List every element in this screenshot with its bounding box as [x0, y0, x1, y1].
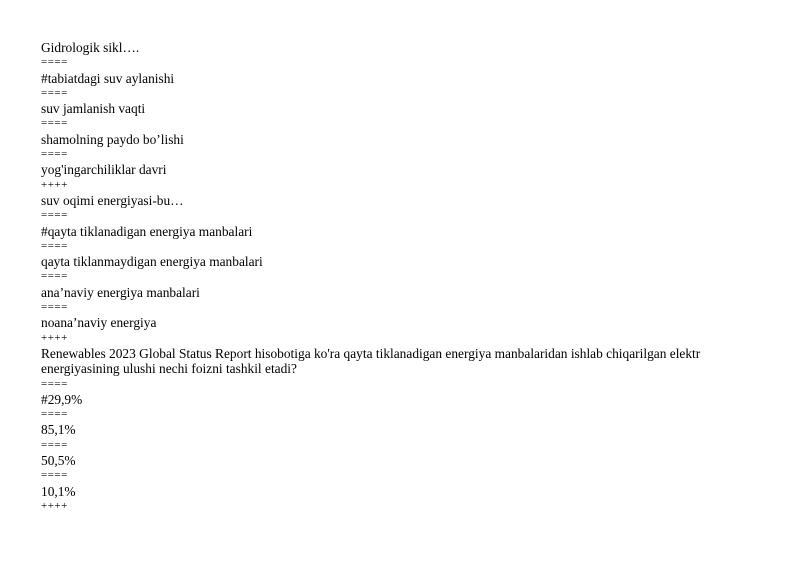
- text-line: energiyasining ulushi nechi foizni tashkil etadi?: [41, 361, 297, 377]
- text-line: #qayta tiklanadigan energiya manbalari: [41, 223, 253, 239]
- text-line: shamolning paydo bo’lishi: [41, 131, 184, 147]
- text-line: 85,1%: [41, 422, 76, 438]
- separator-line: ++++: [41, 499, 68, 512]
- text-line: #tabiatdagi suv aylanishi: [41, 70, 175, 86]
- separator-line: ====: [41, 86, 68, 99]
- text-line: suv oqimi energiyasi-bu…: [41, 192, 184, 208]
- text-line: 10,1%: [41, 483, 76, 499]
- separator-line: ====: [41, 469, 68, 482]
- separator-line: ====: [41, 56, 68, 69]
- text-line: ana’naviy energiya manbalari: [41, 284, 200, 300]
- text-line: #29,9%: [41, 391, 83, 407]
- separator-line: ====: [41, 148, 68, 161]
- separator-line: ====: [41, 301, 68, 314]
- text-line: qayta tiklanmaydigan energiya manbalari: [41, 254, 263, 270]
- document-page: [41, 40, 761, 514]
- separator-line: ====: [41, 377, 68, 390]
- separator-line: ++++: [41, 331, 68, 344]
- text-line: yog'ingarchiliklar davri: [41, 162, 167, 178]
- text-line: Renewables 2023 Global Status Report hisobotiga ko'ra qayta tiklanadigan energiya manbalaridan ishlab chiqarilgan elektr: [41, 345, 701, 361]
- separator-line: ====: [41, 438, 68, 451]
- text-line: 50,5%: [41, 453, 76, 469]
- separator-line: ====: [41, 239, 68, 252]
- text-line: Gidrologik sikl….: [41, 40, 140, 55]
- separator-line: ++++: [41, 178, 68, 191]
- text-line: noana’naviy energiya: [41, 315, 157, 331]
- separator-line: ====: [41, 209, 68, 222]
- text-line: suv jamlanish vaqti: [41, 101, 146, 117]
- separator-line: ====: [41, 270, 68, 283]
- separator-line: ====: [41, 117, 68, 130]
- separator-line: ====: [41, 408, 68, 421]
